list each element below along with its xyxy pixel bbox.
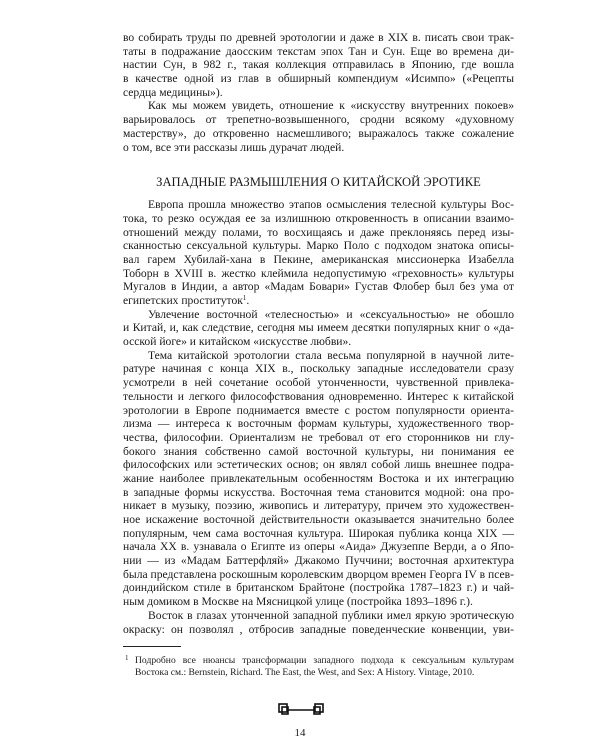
text-line: бокого знания собственно самой восточной культуры, ни понимания ее [123, 444, 514, 458]
text-line: ным домиком в Москве на Мясницкой улице (постройка 1893–1896 г.). [123, 595, 473, 609]
section-heading: ЗАПАДНЫЕ РАЗМЫШЛЕНИЯ О КИТАЙСКОЙ ЭРОТИКЕ [156, 175, 481, 190]
text-line: философских или эстетических основ; он являл собой лишь внешнее подра- [123, 458, 514, 472]
text-line: во собирать труды по древней эротологии и даже в XIX в. писать свои трак- [123, 31, 514, 44]
paragraphs-after-heading [123, 198, 514, 636]
text-line: мастерству», до откровенно насмешливого; выражалось также сожаление [123, 126, 514, 140]
text-line: Тема китайской эротологии стала весьма популярной в научной лите- [148, 348, 514, 362]
text-line: никает в музыку, поэзию, живопись и литературу, причем это художествен- [123, 499, 514, 513]
text-line: чества, философии. Ориентализм не требовал от его сторонников ни глу- [123, 430, 514, 444]
text-line: усмотрели в ней сочетание особой утонченности, чувственной привлека- [123, 376, 514, 390]
text-line: Тоборн в XVIII в. жестко клеймила недопустимую «греховность» культуры [123, 266, 514, 280]
text-line: тельности и легкого философствования одновременно. Интерес к китайской [123, 389, 514, 403]
text-line: вал гарем Хубилай-хана в Пекине, американская миссионерка Изабелла [123, 252, 514, 266]
text-line: сканностью сексуальной культуры. Марко Поло с подходом знатока описы- [123, 239, 514, 253]
text-line: нии — из «Мадам Баттерфляй» Джакомо Пуччини; восточная архитектура [123, 554, 514, 568]
text-line: Европа прошла множество этапов осмысления телесной культуры Вос- [148, 198, 514, 212]
footnote [123, 655, 514, 678]
text-line: была представлена роскошным королевским дворцом времен Георга IV в псев- [123, 567, 514, 581]
text-line: отношений между полами, то восхищаясь и даже преклоняясь перед изы- [123, 225, 514, 239]
text-line: популярным, чем сама восточная культура. Широкая публика конца XIX — [123, 526, 514, 540]
text-line: Восток в глазах утонченной западной публики имел яркую эротическую [148, 608, 514, 622]
paragraph [123, 308, 514, 349]
paragraphs-before-heading [123, 31, 514, 154]
text-line: в качестве одной из глав в обширный компендиум «Исимпо» («Рецепты [123, 72, 514, 86]
text-line: варьировалось от трепетно-возвышенного, сродни всякому «духовному [123, 113, 514, 127]
chinese-knot-ornament-icon [277, 702, 325, 721]
page-number: 14 [294, 727, 306, 739]
footnote-divider [123, 646, 181, 647]
text-line: ратуре начиная с конца XIX в., поскольку западные исследователи сразу [123, 362, 514, 376]
text-line: и Китай, и, как следствие, сегодня мы имеем десятки популярных книг о «да- [123, 321, 514, 335]
text-line: о том, все эти рассказы лишь дурачат людей. [123, 140, 345, 154]
paragraph [123, 349, 514, 609]
text-line: Увлечение восточной «телесностью» и «сексуальностью» не обошло [148, 307, 514, 321]
text-line: начала XX в. узнавала о Египте из оперы «Аида» Джузеппе Верди, а о Япо- [123, 540, 514, 554]
text-line: Мугалов в Индии, а автор «Мадам Бовари» Густав Флобер был без ума от [123, 280, 514, 294]
text-line: осской йоге» и китайском «искусстве любви». [123, 335, 352, 349]
text-line: египетских проституток$^1$. [123, 294, 250, 307]
text-line: жание наиболее привлекательным особенностям Востока и их интеграцию [123, 471, 514, 485]
paragraph [123, 198, 514, 308]
text-line: в западные формы искусства. Восточная тема становится модной: она про- [123, 485, 514, 499]
text-line: лизма — интереса к восточным формам культуры, художественного твор- [123, 417, 514, 431]
text-line: настии Сун, в 982 г., такая коллекция отправилась в Японию, где вошла [123, 58, 514, 72]
text-line: эротологии в Европе поднимается вместе с ростом популярности ориента- [123, 403, 514, 417]
paragraph [123, 31, 514, 99]
paragraph [123, 609, 514, 636]
body-text [123, 31, 514, 636]
text-line: доиндийском стиле в британском Брайтоне (постройка 1787–1823 г.) и чай- [123, 581, 514, 595]
footnote-line: Востока см.: Bernstein, Richard. The East, the West, and Sex: A History. Vintage, 2010. [135, 666, 475, 678]
footnote-line: Подробно все нюансы трансформации западного подхода к сексуальным культурам [135, 655, 514, 666]
text-line: таты в подражание даосским текстам эпох Тан и Сун. Еще во времена ди- [123, 44, 514, 58]
paragraph [123, 99, 514, 154]
text-line: Как мы можем увидеть, отношение к «искусству внутренних покоев» [148, 99, 514, 113]
text-line: тока, то резко осуждая ее за излишнюю откровенность в описании взаимо- [123, 211, 514, 225]
text-line: окраску: он позволял , отбросив западные поведенческие конвенции, уви- [123, 622, 514, 636]
footnote-reference[interactable]: 1 [242, 294, 247, 302]
text-line: сердца медицины»). [123, 85, 223, 99]
text-line: ное искажение восточной действительности оказывается значительно более [123, 513, 514, 526]
footnote-number: 1 [125, 654, 129, 662]
